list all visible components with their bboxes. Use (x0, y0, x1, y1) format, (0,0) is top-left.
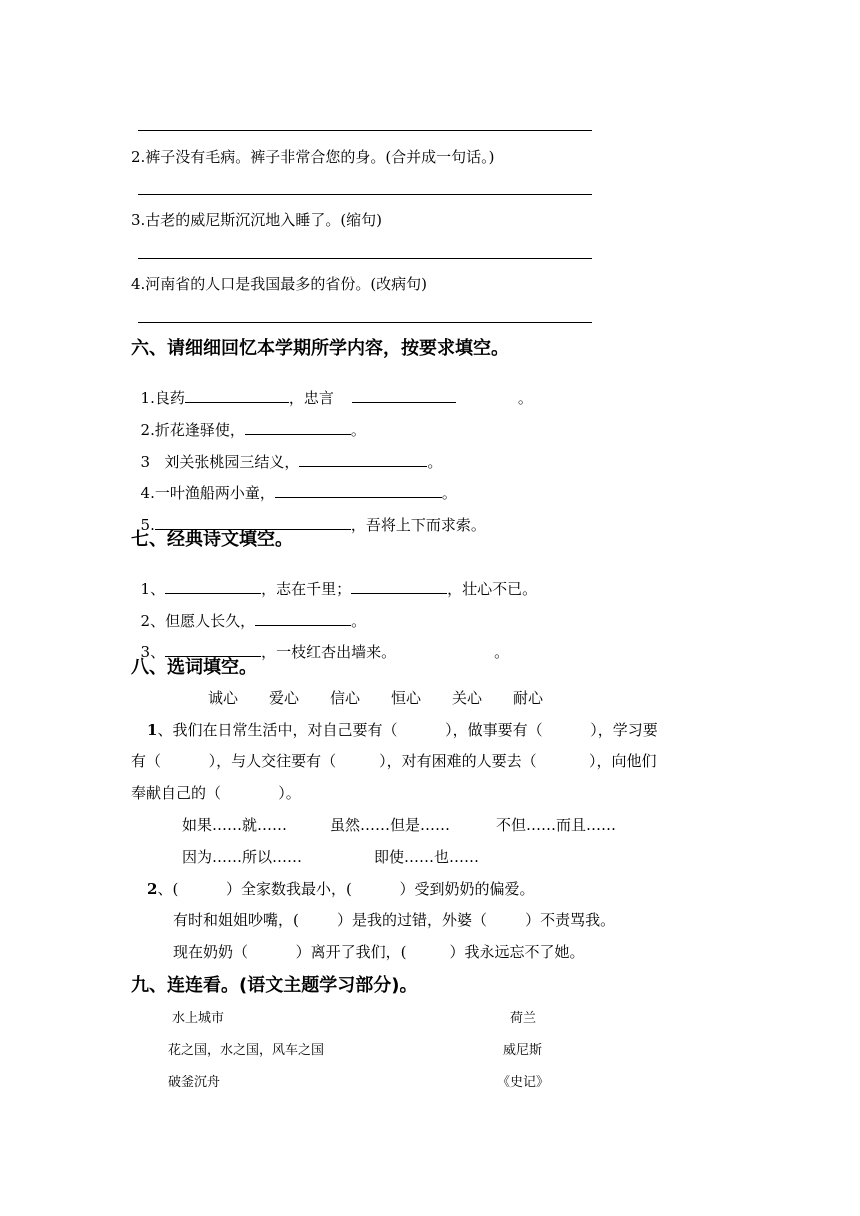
paragraph-1-number: 1 (147, 721, 158, 739)
answer-line-1 (138, 130, 592, 131)
question-5-4: 4.河南省的人口是我国最多的省份。(改病句) (131, 275, 428, 293)
section-9-title: 九、连连看。(语文主题学习部分)。 (131, 975, 418, 996)
question-7-3-text-a: 3、 (140, 643, 166, 661)
fill-paragraph-2-line-3: 现在奶奶（ ）离开了我们，( ）我永远忘不了她。 (173, 943, 585, 961)
fill-paragraph-1-line-1 (147, 719, 658, 740)
blank[interactable] (352, 388, 456, 403)
word-choice-2: 爱心 (269, 689, 300, 707)
question-6-1-text-c: 。 (517, 389, 533, 407)
match-left-1[interactable]: 水上城市 (172, 1011, 225, 1026)
question-6-1-text-b: ，忠言 (288, 389, 334, 407)
question-7-1-text-b: ，志在千里； (261, 580, 352, 598)
question-7-3-text-c: 。 (494, 643, 510, 661)
paragraph-2-number: 2 (147, 880, 158, 898)
match-right-1[interactable]: 荷兰 (510, 1011, 537, 1026)
question-5-2: 2.裤子没有毛病。裤子非常合您的身。(合并成一句话。) (131, 148, 495, 166)
question-7-1-text-c: ，壮心不已。 (447, 580, 538, 598)
question-5-3: 3.古老的威尼斯沉沉地入睡了。(缩句) (131, 211, 383, 229)
question-6-2-text-b: 。 (350, 421, 366, 439)
question-6-5-text-a: 5. (140, 516, 155, 534)
answer-line-4 (138, 322, 592, 323)
question-6-5-text-b: ，吾将上下而求索。 (350, 516, 486, 534)
question-6-3-text-a: 3 刘关张桃园三结义， (140, 453, 300, 471)
question-7-2-text-b: 。 (351, 612, 367, 630)
fill-paragraph-2-line-2: 有时和姐姐吵嘴，( ）是我的过错，外婆（ ）不责骂我。 (173, 911, 616, 929)
question-6-1-text-a: 1.良药 (140, 389, 185, 407)
fill-paragraph-1-line-2: 有（ ），与人交往要有（ ），对有困难的人要去（ ），向他们 (131, 752, 657, 770)
match-left-3[interactable]: 破釜沉舟 (168, 1075, 221, 1090)
question-7-2-text-a: 2、但愿人长久， (140, 612, 256, 630)
question-6-4-text-b: 。 (441, 484, 457, 502)
question-6-3-text-b: 。 (427, 453, 443, 471)
conjunction-4: 因为……所以…… (182, 848, 303, 866)
question-6-4-text-a: 4.一叶渔船两小童， (140, 484, 275, 502)
match-left-2[interactable]: 花之国，水之国，风车之国 (168, 1043, 325, 1058)
word-choice-6: 耐心 (513, 689, 544, 707)
section-8-title: 八、选词填空。 (131, 657, 257, 678)
conjunction-1: 如果……就…… (182, 816, 288, 834)
question-6-2-text-a: 2.折花逢驿使， (140, 421, 245, 439)
match-right-2[interactable]: 威尼斯 (503, 1043, 543, 1058)
paragraph-2-line-1-text: 、( ）全家数我最小，( ）受到奶奶的偏爱。 (157, 880, 535, 898)
answer-line-3 (138, 258, 592, 259)
word-choice-3: 信心 (330, 689, 361, 707)
word-choice-1: 诚心 (208, 689, 239, 707)
section-7-title: 七、经典诗文填空。 (131, 529, 293, 550)
word-choice-5: 关心 (452, 689, 483, 707)
question-7-3-text-b: ，一枝红杏出墙来。 (261, 643, 397, 661)
question-7-1-text-a: 1、 (140, 580, 166, 598)
fill-paragraph-1-line-3: 奉献自己的（ ）。 (131, 784, 301, 802)
answer-line-2 (138, 194, 592, 195)
conjunction-5: 即使……也…… (374, 848, 480, 866)
conjunction-2: 虽然……但是…… (330, 816, 451, 834)
word-choice-4: 恒心 (391, 689, 422, 707)
paragraph-1-line-1-text: 、我们在日常生活中，对自己要有（ ），做事要有（ ），学习要 (157, 721, 658, 739)
conjunction-3: 不但……而且…… (496, 816, 617, 834)
section-6-title: 六、请细细回忆本学期所学内容，按要求填空。 (131, 338, 509, 359)
match-right-3[interactable]: 《史记》 (497, 1075, 550, 1090)
fill-paragraph-2-line-1 (147, 878, 535, 899)
